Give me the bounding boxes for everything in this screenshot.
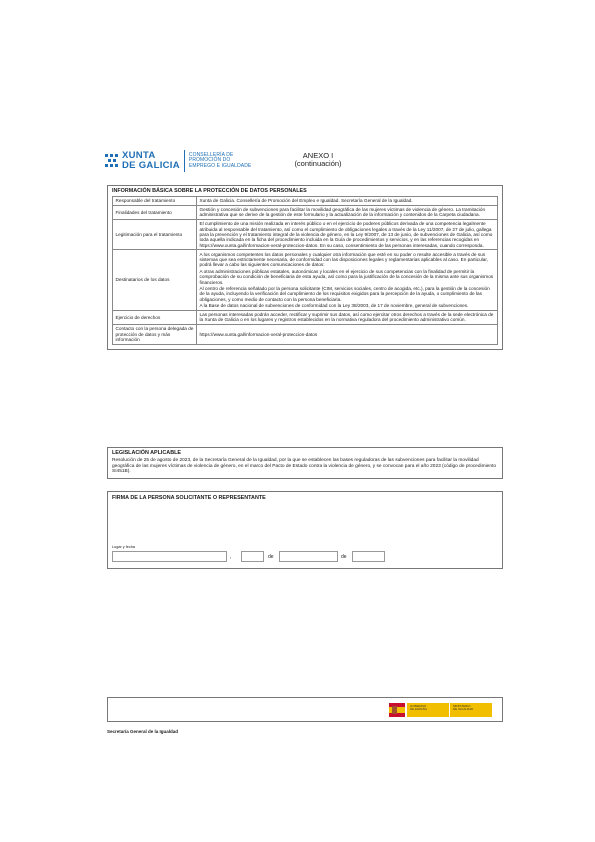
annex-subtitle: (continuación) xyxy=(294,159,342,168)
logo-divider xyxy=(184,150,185,172)
spain-coat-of-arms-icon xyxy=(389,703,405,717)
legislation-title: LEGISLACIÓN APLICABLE xyxy=(112,450,181,456)
data-protection-section xyxy=(107,185,503,350)
row-value xyxy=(197,325,498,345)
xunta-wordmark xyxy=(122,151,180,171)
row-value xyxy=(197,219,498,249)
annex-title: ANEXO I xyxy=(302,151,334,160)
department-line-3: EMPREGO E IGUALDADE xyxy=(188,162,252,169)
logo-name-line-1: XUNTA xyxy=(122,150,156,161)
table-row xyxy=(113,197,498,206)
row-paragraph: https://www.xunta.gal/informacion-xeral-proteccion-datos xyxy=(199,331,318,337)
row-paragraph: A la Base de datos nacional de subvenciones de conformidad con la Ley 38/2003, de 17 de noviembre, general de subvenciones. xyxy=(199,303,469,309)
legislation-section xyxy=(107,447,503,479)
row-paragraph: El cumplimiento de una misión realizada en interés público o en el ejercicio de poderes públicos derivada de una competencia legalmente atribuida al responsable del tratamiento, así como el cumplimiento de obligaciones legales a través de la Ley 11/2007, de 27 de julio, gallega para la prevención y el tratamiento integral de la violencia de género, en la Ley 9/2007, de 13 de junio, de subvenciones de Galicia, así como toda aquella indicada en la ficha del procedimiento incluida en la Guía de procedimientos y servicios, y en las referencias recogidas en https://www.xunta.gal/informacion-xeral-proteccion-datos. En su caso, consentimiento de las personas interesadas, cuando corresponda. xyxy=(199,221,493,248)
xunta-emblem-icon xyxy=(105,154,119,168)
row-label: Ejercicio de derechos xyxy=(113,310,197,324)
department-line-2: PROMOCIÓN DO xyxy=(188,157,231,164)
ministry-label xyxy=(407,703,449,717)
table-row xyxy=(113,250,498,310)
signature-title: FIRMA DE LA PERSONA SOLICITANTE O REPRESENTANTE xyxy=(112,495,266,501)
data-protection-table xyxy=(112,196,498,345)
table-row xyxy=(113,219,498,249)
row-paragraph: Al centro de referencia señalado por la persona solicitante (CIM, servicios sociales, centro de acogida, etc.), para la gestión de la concesión de la ayuda, incluyendo la verificación del cumplimiento de los requisitos exigidos para la percepción de la ayuda, o cumplimiento de las obligaciones, y como medio de contacto con la persona beneficiaria. xyxy=(199,286,490,302)
table-row xyxy=(113,310,498,324)
row-label: Legitimación para el tratamiento xyxy=(113,219,197,249)
department-name xyxy=(189,153,251,169)
month-field[interactable] xyxy=(279,551,338,562)
table-row xyxy=(113,205,498,219)
row-value xyxy=(197,197,498,206)
row-value xyxy=(197,250,498,310)
legislation-text: Resolución de 25 de agosto de 2023, de la Secretaría General de la Igualdad, por la que se establecen las bases reguladoras de las subvenciones para facilitar la movilidad geográfica de las mujeres víctimas de violencia de género, en el marco del Pacto de Estado contra la violencia de género, y se convocan para el año 2023 (código de procedimiento SI451B). xyxy=(112,458,496,475)
table-row xyxy=(113,325,498,345)
de-separator-2: de xyxy=(341,554,347,560)
row-paragraph: A los organismos competentes los datos personales y cualquier otra información que esté en su poder o resulte accesible a través de sus sistemas que sea estrictamente necesaria, de conformidad con las disposiciones legales y reglamentarias aplicables al caso. En particular, podrá llevar a cabo las siguientes comunicaciones de datos: xyxy=(199,251,488,268)
logo-name-line-2: DE GALICIA xyxy=(122,160,180,171)
row-paragraph: Las personas interesadas podrán acceder, rectificar y suprimir sus datos, así como ejercitar otros derechos a través de la sede electrónica de la Xunta de Galicia o en los lugares y registros establecidos en la normativa reguladora del procedimiento administrativo común. xyxy=(199,312,494,323)
signature-section xyxy=(107,491,503,569)
department-line-1: CONSELLERÍA DE xyxy=(188,151,234,158)
row-label: Contacto con la persona delegada de protección de datos y más información xyxy=(113,325,197,345)
row-value xyxy=(197,205,498,219)
data-protection-title: INFORMACIÓN BÁSICA SOBRE LA PROTECCIÓN DE DATOS PERSONALES xyxy=(112,188,307,194)
row-label: Finalidades del tratamiento xyxy=(113,205,197,219)
annex-heading xyxy=(283,152,353,168)
government-logo xyxy=(389,703,492,717)
ministry-name xyxy=(450,703,492,717)
row-paragraph: Gestión y concesión de subvenciones para facilitar la movilidad geográfica de las mujeres víctimas de violencia de género. La tramitación administrativa que se derive de la gestión de este formulario y la actualización de la información y contenidos de la Carpeta ciudadana. xyxy=(199,206,486,218)
place-date-label: Lugar y fecha xyxy=(112,545,136,549)
day-field[interactable] xyxy=(241,551,264,562)
gov-text-2: DE ESPAÑA xyxy=(410,707,427,712)
row-paragraph: Xunta de Galicia. Consellería de Promoción del Empleo e Igualdad. Secretaría General de la Igualdad. xyxy=(199,198,413,204)
ministry-text-2: DE IGUALDAD xyxy=(453,707,474,712)
row-label: Responsable del tratamiento xyxy=(113,197,197,206)
page-header xyxy=(105,150,495,178)
comma-separator: , xyxy=(230,554,232,560)
footer-organization: Secretaría General de la Igualdad xyxy=(107,729,179,734)
row-value xyxy=(197,310,498,324)
xunta-logo xyxy=(105,150,251,172)
place-field[interactable] xyxy=(112,551,227,562)
row-label: Destinatarios de los datos xyxy=(113,250,197,310)
row-paragraph: A otras administraciones públicas estatales, autonómicas y locales en el ejercicio de sus competencias con la finalidad de permitir la comprobación de su condición de beneficiaria de esta ayuda, así como para la justificación de la concesión de la misma ante sus organismos financieros. xyxy=(199,268,494,285)
de-separator-1: de xyxy=(268,554,274,560)
footer-logo-box xyxy=(107,697,503,722)
year-field[interactable] xyxy=(352,551,385,562)
gov-text-1: GOBIERNO xyxy=(410,704,427,708)
ministry-text-1: MINISTERIO xyxy=(453,704,471,708)
